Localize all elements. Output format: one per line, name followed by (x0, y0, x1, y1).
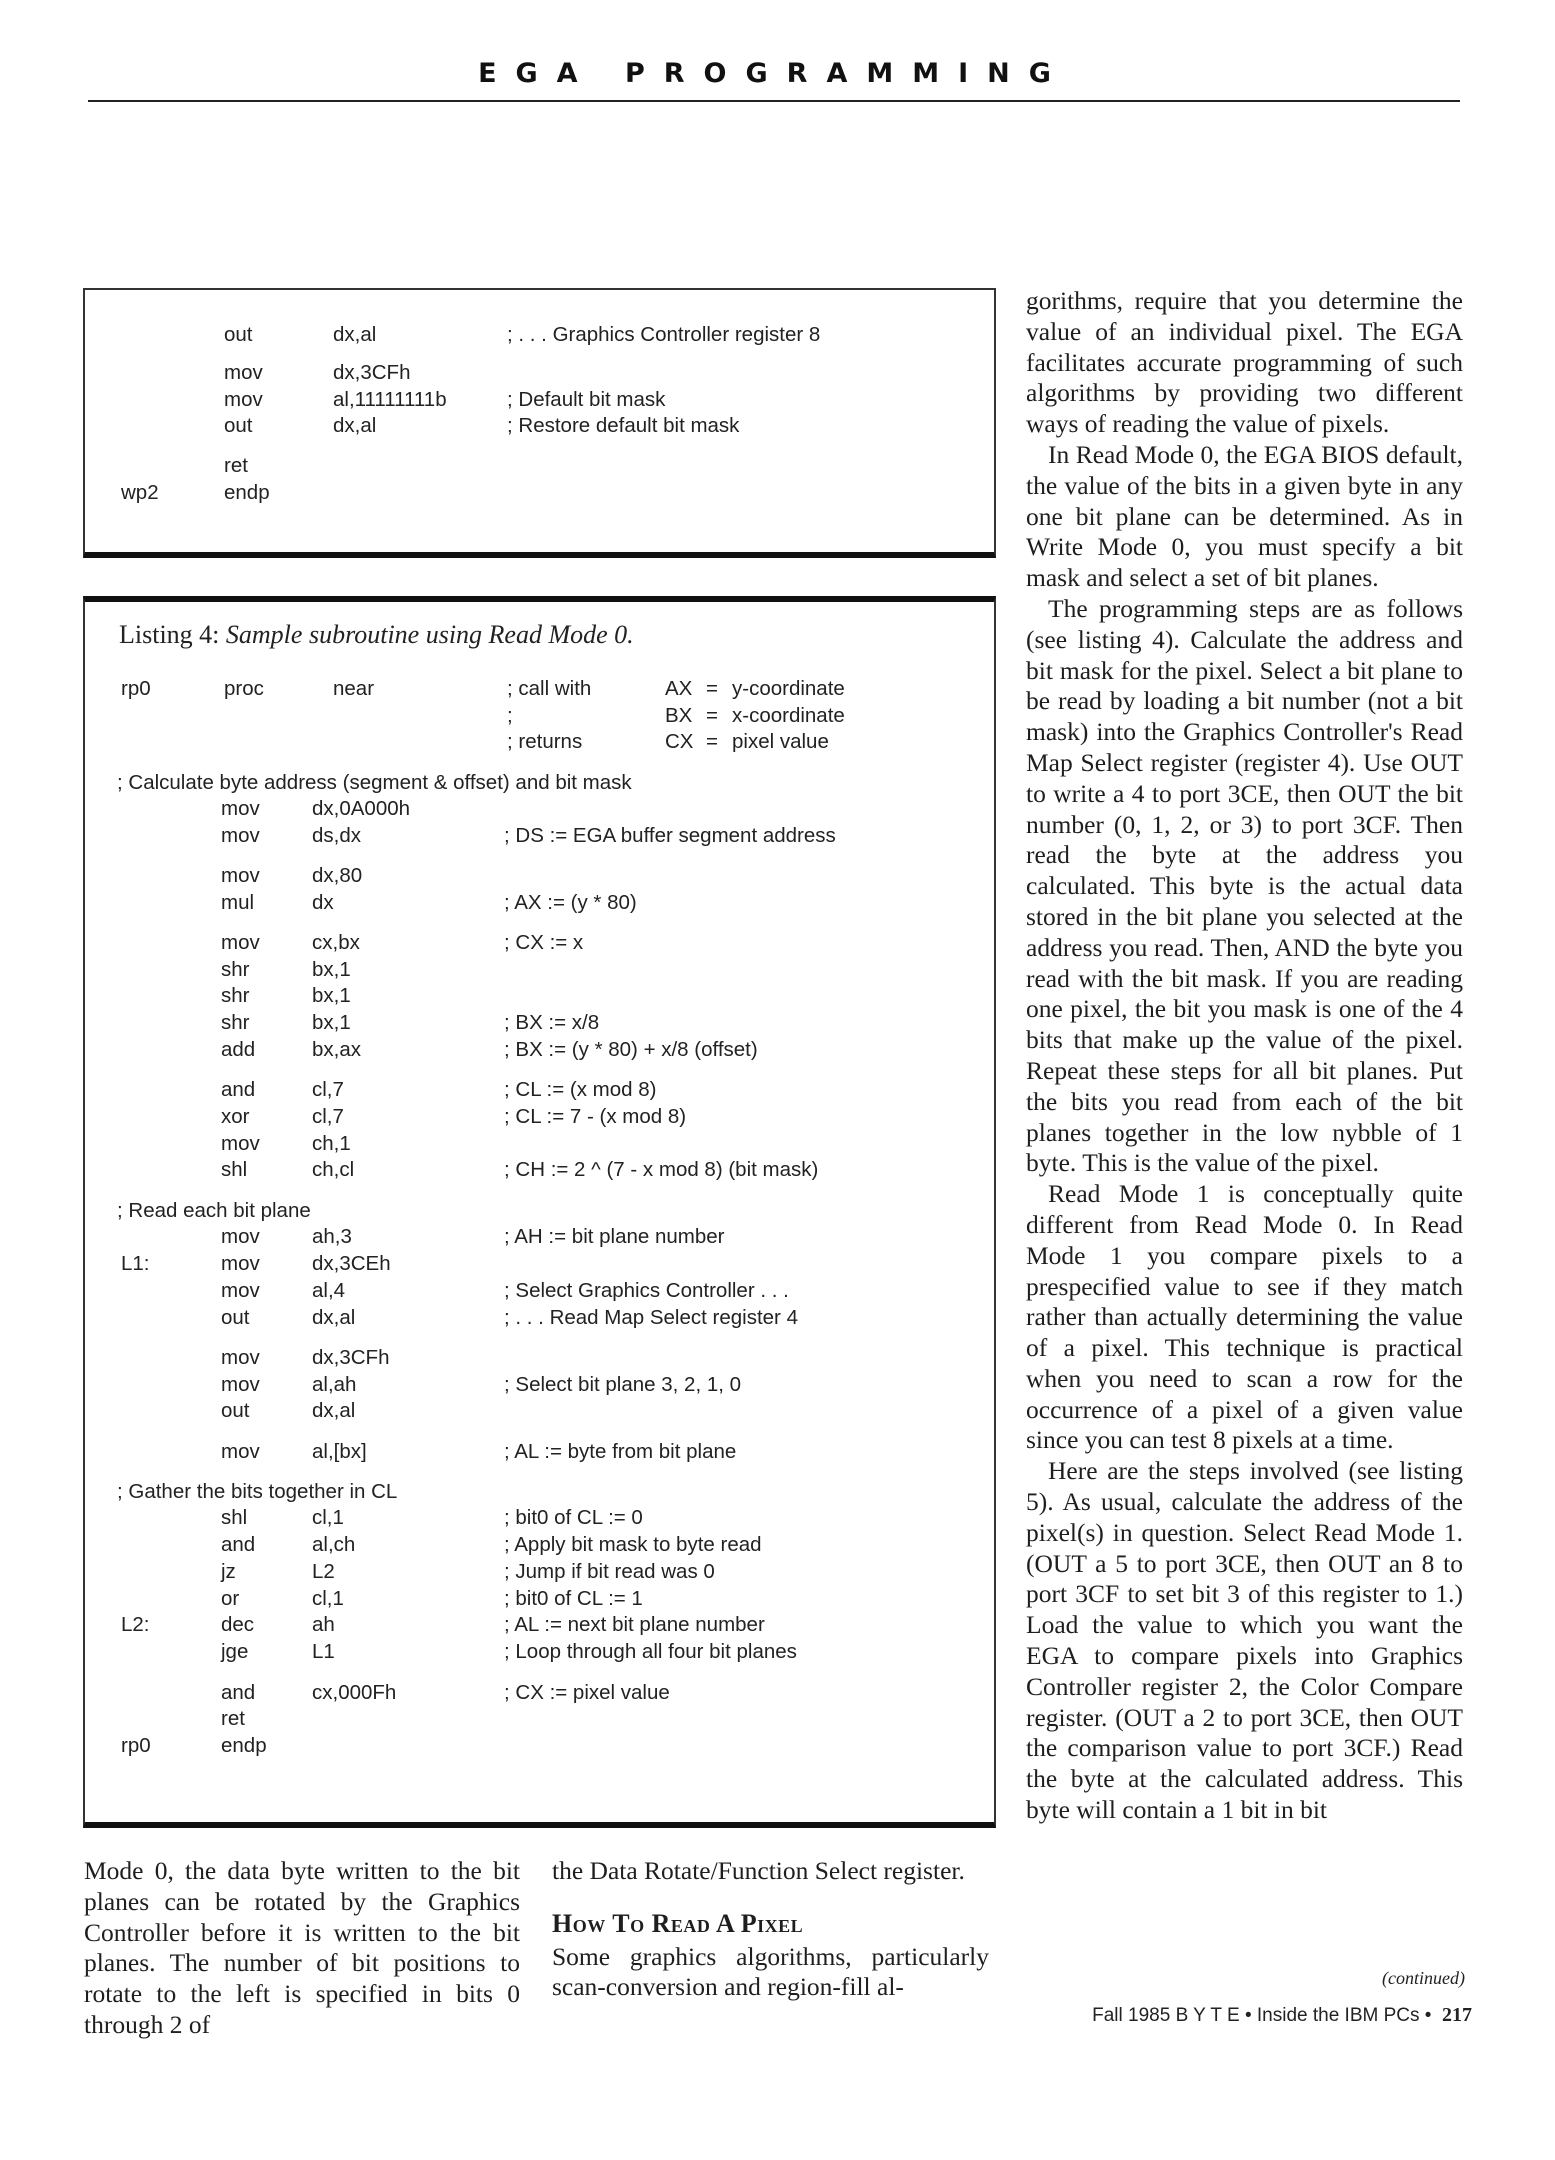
code-arg: al,ch (312, 1533, 356, 1556)
listing-4-caption-title: Sample subroutine using Read Mode 0. (225, 620, 634, 649)
footer-bullet: • (1244, 2005, 1252, 2026)
code-arg: ch,cl (312, 1158, 355, 1181)
paragraph: The programming steps are as follows (see listing 4). Calculate the address and bit mask for the pixel. Select a bit plane to be read by loading a bit number (not a bit mask) into the Graphics Controller's Read Map Select register (register 4). Use OUT to write a 4 to port 3CE, then OUT the bit number (0, 1, 2, or 3) to port 3CF. Then read the byte at the address you calculated. This byte is the actual data stored in the bit plane you selected at the address you read. Then, AND the byte you read with the bit mask. If you are reading one pixel, the bit you mask is one of the 4 bits that make up the value of the pixel. Repeat these steps for all bit planes. Put the bits you read from each of the bit planes together in the low nybble of 1 byte. This is the value of the pixel. (1026, 593, 1463, 1178)
code-comment: ; AX := (y * 80) (504, 891, 637, 914)
code-op: mul (221, 891, 255, 914)
code-comment: ; CX := x (504, 931, 584, 954)
footer-issue: Fall 1985 (1092, 2005, 1171, 2026)
code-arg: al,ah (312, 1373, 357, 1396)
code-arg: dx,al (333, 414, 377, 437)
code-comment: ; AL := byte from bit plane (504, 1440, 737, 1463)
code-arg: ds,dx (312, 824, 361, 847)
code-arg: dx,al (312, 1399, 356, 1422)
running-header: EGA PROGRAMMING (478, 58, 1070, 89)
code-op: mov (224, 361, 263, 384)
code-op: or (221, 1587, 240, 1610)
paragraph: gorithms, require that you determine the value of an individual pixel. The EGA facilitates accurate programming of such algorithms by providing two different ways of reading the value of pixels. (1026, 286, 1463, 439)
body-column-left (84, 1856, 520, 2041)
code-op: dec (221, 1613, 255, 1636)
paragraph: Here are the steps involved (see listing 5). As usual, calculate the address of the pixel(s) in question. Select Read Mode 1. (OUT a 5 to port 3CE, then OUT an 8 to port 3CF to set bit 3 of this register to 1.) Load the value to which you want the EGA to compare pixels into Graphics Controller register 2, the Color Compare register. (OUT a 2 to port 3CE, then OUT the comparison value to port 3CF.) Read the byte at the calculated address. This byte will contain a 1 bit in bit (1026, 1456, 1463, 1825)
continued-note: (continued) (1382, 1968, 1465, 1988)
code-label: L1: (121, 1252, 150, 1275)
code-comment: ; (507, 704, 513, 727)
footer-bullet: • (1424, 2005, 1432, 2026)
code-comment: ; Jump if bit read was 0 (504, 1560, 715, 1583)
code-operator: = (706, 730, 718, 753)
code-op: jge (221, 1640, 249, 1663)
code-op: mov (221, 824, 260, 847)
code-register: BX (665, 704, 693, 727)
code-op: mov (221, 797, 260, 820)
code-arg: dx,al (312, 1306, 356, 1329)
code-register: CX (665, 730, 694, 753)
code-comment: ; CX := pixel value (504, 1681, 670, 1704)
code-op: and (221, 1078, 256, 1101)
code-op: shr (221, 1011, 250, 1034)
code-comment: ; . . . Read Map Select register 4 (504, 1306, 798, 1329)
code-arg: bx,1 (312, 1011, 351, 1034)
code-arg: ch,1 (312, 1132, 351, 1155)
paragraph: Some graphics algorithms, particularly scan-conversion and region-fill al- (552, 1941, 989, 2002)
code-arg: dx (312, 891, 334, 914)
code-arg: cl,7 (312, 1105, 344, 1128)
code-comment: ; DS := EGA buffer segment address (504, 824, 836, 847)
code-arg: L1 (312, 1640, 335, 1663)
paragraph: Mode 0, the data byte written to the bit planes can be rotated by the Graphics Controller before it is written to the bit planes. The number of bit positions to rotate to the left is specified in bits 0 through 2 of (84, 1856, 520, 2039)
code-arg: dx,3CFh (312, 1346, 390, 1369)
code-op: jz (221, 1560, 236, 1583)
code-comment: ; Select bit plane 3, 2, 1, 0 (504, 1373, 742, 1396)
listing-4-caption-prefix: Listing 4: (119, 620, 220, 649)
code-arg: cx,bx (312, 931, 360, 954)
code-label: rp0 (121, 1734, 151, 1757)
code-op: add (221, 1038, 256, 1061)
code-op: endp (221, 1734, 267, 1757)
code-comment: ; Default bit mask (507, 388, 666, 411)
code-op: out (221, 1399, 250, 1422)
code-op: mov (221, 1373, 260, 1396)
code-op: shl (221, 1158, 248, 1181)
code-arg: cl,1 (312, 1587, 344, 1610)
code-comment: ; Apply bit mask to byte read (504, 1533, 762, 1556)
code-arg: bx,ax (312, 1038, 361, 1061)
footer-page-number: 217 (1442, 2004, 1472, 2026)
code-arg: dx,0A000h (312, 797, 411, 820)
code-op: and (221, 1681, 256, 1704)
code-op: proc (224, 677, 264, 700)
code-operator: = (706, 704, 718, 727)
code-op: mov (221, 1279, 260, 1302)
code-op: mov (221, 931, 260, 954)
code-op: endp (224, 481, 270, 504)
code-arg: L2 (312, 1560, 335, 1583)
code-comment: ; CH := 2 ^ (7 - x mod 8) (bit mask) (504, 1158, 819, 1181)
body-column-middle (552, 1856, 989, 2003)
code-label: L2: (121, 1613, 150, 1636)
footer-section: Inside the IBM PCs (1256, 2005, 1420, 2026)
code-label: wp2 (121, 481, 159, 504)
code-op: shl (221, 1506, 248, 1529)
code-arg: al,4 (312, 1279, 346, 1302)
body-column-right (1026, 286, 1463, 1826)
paragraph: the Data Rotate/Function Select register. (552, 1856, 965, 1885)
code-section-comment: ; Gather the bits together in CL (117, 1480, 398, 1503)
code-operator: = (706, 677, 718, 700)
code-comment: ; Loop through all four bit planes (504, 1640, 797, 1663)
code-arg: ah,3 (312, 1225, 352, 1248)
paragraph: Read Mode 1 is conceptually quite different from Read Mode 0. In Read Mode 1 you compare pixels to a prespecified value to see if they match rather than actually determining the value of a pixel. This technique is practical when you need to scan a row for the occurrence of a pixel of a given value since you can test 8 pixels at a time. (1026, 1179, 1463, 1455)
code-comment: ; CL := 7 - (x mod 8) (504, 1105, 687, 1128)
header-rule (88, 100, 1460, 102)
code-comment: ; call with (507, 677, 592, 700)
code-arg: bx,1 (312, 958, 351, 981)
code-arg: al,[bx] (312, 1440, 367, 1463)
code-op: shr (221, 958, 250, 981)
code-comment: ; CL := (x mod 8) (504, 1078, 657, 1101)
code-arg: ah (312, 1613, 335, 1636)
code-arg: dx,3CFh (333, 361, 411, 384)
code-op: mov (221, 1252, 260, 1275)
code-comment: ; bit0 of CL := 0 (504, 1506, 643, 1529)
code-section-comment: ; Read each bit plane (117, 1199, 311, 1222)
code-arg: dx,al (333, 323, 377, 346)
code-arg: bx,1 (312, 984, 351, 1007)
code-op: and (221, 1533, 256, 1556)
code-op: out (221, 1306, 250, 1329)
code-arg: cx,000Fh (312, 1681, 397, 1704)
code-arg: dx,80 (312, 864, 363, 887)
code-op: mov (221, 1132, 260, 1155)
code-op: out (224, 323, 253, 346)
code-comment: y-coordinate (732, 677, 845, 700)
code-comment: ; BX := x/8 (504, 1011, 600, 1034)
code-arg: cl,7 (312, 1078, 344, 1101)
listing-4-caption (119, 620, 634, 650)
code-comment: ; Restore default bit mask (507, 414, 740, 437)
code-op: mov (221, 1225, 260, 1248)
code-label: rp0 (121, 677, 151, 700)
paragraph: In Read Mode 0, the EGA BIOS default, the value of the bits in a given byte in any one bit plane can be determined. As in Write Mode 0, you must specify a bit mask and select a set of bit planes. (1026, 439, 1463, 593)
code-op: mov (221, 1440, 260, 1463)
code-comment: ; . . . Graphics Controller register 8 (507, 323, 821, 346)
code-op: xor (221, 1105, 250, 1128)
code-comment: ; returns (507, 730, 583, 753)
code-comment: pixel value (732, 730, 829, 753)
code-op: mov (221, 1346, 260, 1369)
code-arg: al,11111111b (333, 388, 447, 411)
code-comment: ; Select Graphics Controller . . . (504, 1279, 789, 1302)
code-op: mov (221, 864, 260, 887)
code-arg: cl,1 (312, 1506, 344, 1529)
code-comment: ; AH := bit plane number (504, 1225, 725, 1248)
section-heading: How To Read A Pixel (552, 1908, 804, 1938)
code-op: ret (221, 1707, 245, 1730)
code-comment: ; AL := next bit plane number (504, 1613, 765, 1636)
code-arg: near (333, 677, 375, 700)
page-footer (1048, 2004, 1472, 2027)
code-section-comment: ; Calculate byte address (segment & offset) and bit mask (117, 771, 632, 794)
code-op: out (224, 414, 253, 437)
code-comment: ; bit0 of CL := 1 (504, 1587, 643, 1610)
code-comment: x-coordinate (732, 704, 845, 727)
code-op: ret (224, 454, 248, 477)
code-op: shr (221, 984, 250, 1007)
footer-magazine: B Y T E (1175, 2005, 1240, 2026)
code-register: AX (665, 677, 693, 700)
code-op: mov (224, 388, 263, 411)
code-comment: ; BX := (y * 80) + x/8 (offset) (504, 1038, 758, 1061)
code-arg: dx,3CEh (312, 1252, 391, 1275)
